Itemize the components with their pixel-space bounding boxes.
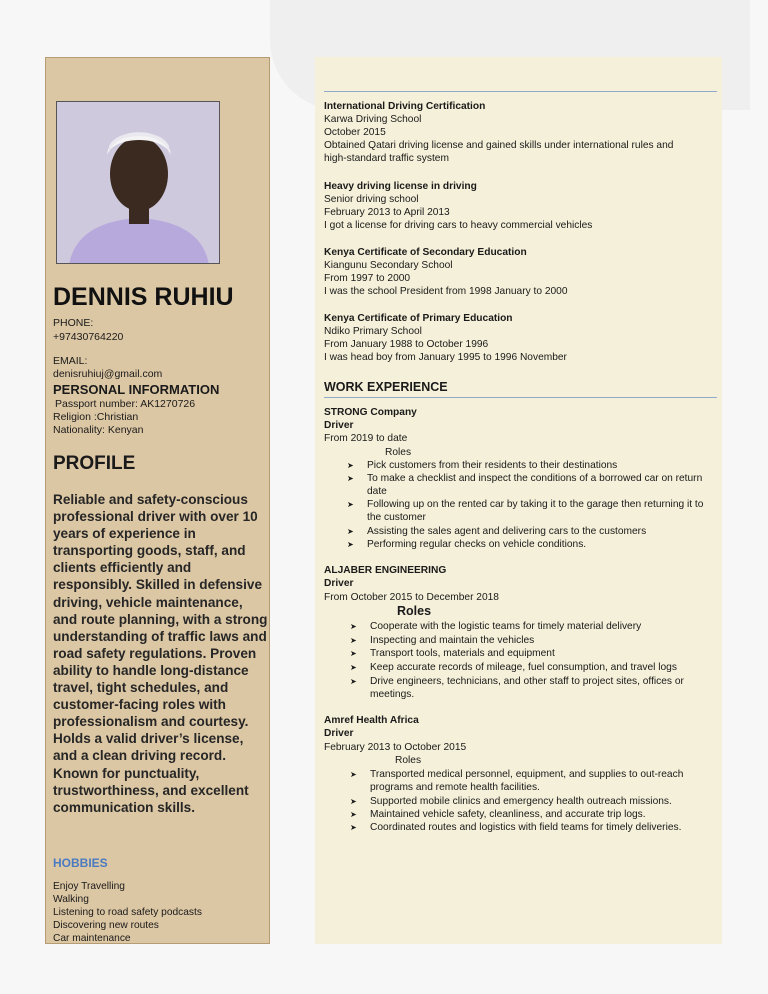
arrow-bullet-icon: ➤	[350, 663, 357, 672]
arrow-bullet-icon: ➤	[347, 461, 354, 470]
list-item: ➤ Transported medical personnel, equipment, and supplies to out-reach programs and remote health facilities.	[350, 769, 684, 793]
list-item: ➤ Supported mobile clinics and emergency health outreach missions.	[350, 796, 672, 807]
education-school: Ndiko Primary School	[324, 326, 422, 337]
profile-summary: Reliable and safety-conscious professional driver with over 10 years of experience in transporting goods, staff, and clients efficiently and responsibly. Skilled in defensive driving, vehicle maintenance, and route planning, with a strong understanding of traffic laws and road safety regulations. Proven ability to handle long-distance travel, tight schedules, and customer-facing roles with professionalism and courtesy. Holds a valid driver’s license, and a clean driving record. Known for punctuality, trustworthiness, and excellent communication skills.	[53, 492, 268, 815]
education-description: Obtained Qatari driving license and gained skills under international rules and	[324, 140, 674, 151]
passport-number: Passport number: AK1270726	[55, 398, 196, 410]
nationality: Nationality: Kenyan	[53, 424, 144, 436]
arrow-bullet-icon: ➤	[347, 527, 354, 536]
phone-label: PHONE:	[53, 317, 94, 329]
list-item: ➤ Assisting the sales agent and delivering cars to the customers	[347, 526, 647, 537]
arrow-bullet-icon: ➤	[350, 622, 357, 631]
profile-photo	[56, 101, 220, 264]
education-school: Senior driving school	[324, 194, 419, 205]
education-title: Kenya Certificate of Primary Education	[324, 313, 513, 324]
hobby-item: Walking	[53, 894, 89, 905]
education-description: high-standard traffic system	[324, 153, 449, 164]
hobby-item: Discovering new routes	[53, 920, 159, 931]
hobby-item: Listening to road safety podcasts	[53, 907, 202, 918]
profile-heading: PROFILE	[53, 453, 136, 474]
person-name: DENNIS RUHIU	[53, 283, 234, 311]
arrow-bullet-icon: ➤	[350, 797, 357, 806]
list-item: ➤ Inspecting and maintain the vehicles	[350, 635, 535, 646]
job-date: From October 2015 to December 2018	[324, 592, 499, 603]
hobby-item: Car maintenance	[53, 933, 131, 944]
education-date: February 2013 to April 2013	[324, 207, 450, 218]
list-item: ➤ Keep accurate records of mileage, fuel consumption, and travel logs	[350, 662, 677, 673]
education-description: I was head boy from January 1995 to 1996 November	[324, 352, 567, 363]
arrow-bullet-icon: ➤	[350, 810, 357, 819]
list-item: ➤ Following up on the rented car by taking it to the garage then returning it to the customer	[347, 499, 704, 523]
phone-value: +97430764220	[53, 331, 124, 343]
arrow-bullet-icon: ➤	[350, 649, 357, 658]
job-company: STRONG Company	[324, 407, 417, 418]
list-item: ➤ Pick customers from their residents to their destinations	[347, 460, 618, 471]
job-date: From 2019 to date	[324, 433, 408, 444]
job-company: Amref Health Africa	[324, 715, 419, 726]
arrow-bullet-icon: ➤	[350, 636, 357, 645]
education-divider	[324, 91, 717, 92]
work-divider	[324, 397, 717, 398]
email-label: EMAIL:	[53, 355, 88, 367]
roles-label: Roles	[397, 604, 432, 618]
job-role: Driver	[324, 578, 354, 589]
arrow-bullet-icon: ➤	[350, 823, 357, 832]
roles-label: Roles	[395, 755, 422, 766]
list-item: ➤ Maintained vehicle safety, cleanliness, and accurate trip logs.	[350, 809, 646, 820]
list-item: ➤ Coordinated routes and logistics with field teams for timely deliveries.	[350, 822, 682, 833]
education-title: Heavy driving license in driving	[324, 181, 477, 192]
personal-info-heading: PERSONAL INFORMATION	[53, 382, 220, 397]
job-role: Driver	[324, 728, 354, 739]
list-item: ➤ Performing regular checks on vehicle conditions.	[347, 539, 587, 550]
list-item: ➤ Cooperate with the logistic teams for timely material delivery	[350, 621, 642, 632]
email-value: denisruhiuj@gmail.com	[53, 368, 163, 380]
arrow-bullet-icon: ➤	[347, 474, 354, 483]
list-item: ➤ To make a checklist and inspect the conditions of a borrowed car on return date	[347, 473, 703, 497]
education-title: International Driving Certification	[324, 101, 486, 112]
job-role: Driver	[324, 420, 354, 431]
job-company: ALJABER ENGINEERING	[324, 565, 447, 576]
arrow-bullet-icon: ➤	[350, 770, 357, 779]
job-date: February 2013 to October 2015	[324, 742, 467, 753]
education-school: Kiangunu Secondary School	[324, 260, 453, 271]
left-sidebar	[45, 57, 270, 944]
person-photo-icon	[57, 102, 220, 264]
education-school: Karwa Driving School	[324, 114, 422, 125]
arrow-bullet-icon: ➤	[350, 677, 357, 686]
education-description: I got a license for driving cars to heavy commercial vehicles	[324, 220, 593, 231]
roles-label: Roles	[385, 447, 412, 458]
education-date: From 1997 to 2000	[324, 273, 411, 284]
arrow-bullet-icon: ➤	[347, 540, 354, 549]
religion: Religion :Christian	[53, 411, 139, 423]
list-item: ➤ Transport tools, materials and equipment	[350, 648, 555, 659]
hobby-item: Enjoy Travelling	[53, 881, 125, 892]
hobbies-heading: HOBBIES	[53, 856, 108, 870]
list-item: ➤ Drive engineers, technicians, and other staff to project sites, offices or meetings.	[350, 676, 684, 700]
work-experience-heading: WORK EXPERIENCE	[324, 380, 448, 394]
education-date: From January 1988 to October 1996	[324, 339, 489, 350]
education-description: I was the school President from 1998 January to 2000	[324, 286, 568, 297]
arrow-bullet-icon: ➤	[347, 500, 354, 509]
main-content	[315, 57, 722, 944]
education-title: Kenya Certificate of Secondary Education	[324, 247, 527, 258]
education-date: October 2015	[324, 127, 386, 138]
